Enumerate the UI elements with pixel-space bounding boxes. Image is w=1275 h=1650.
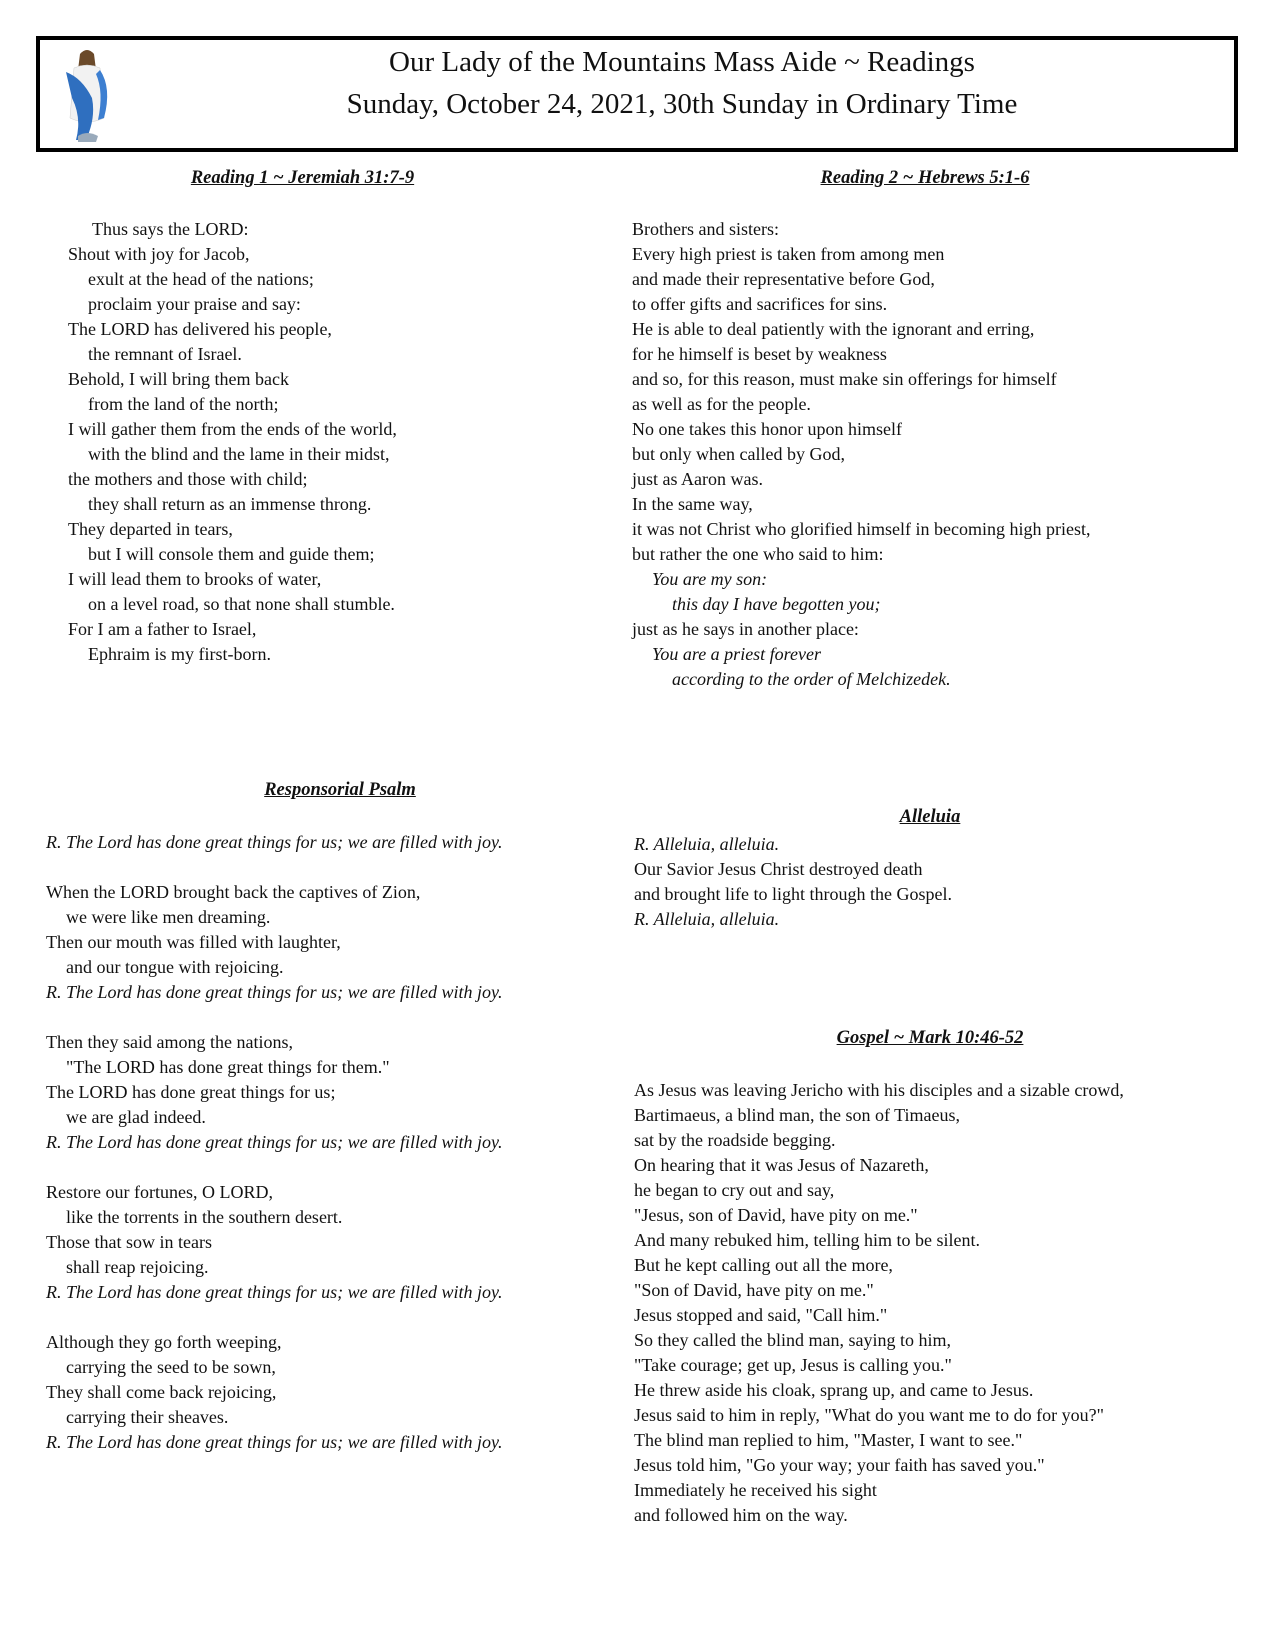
psalm-line: shall reap rejoicing. — [66, 1257, 209, 1277]
psalm-line: and our tongue with rejoicing. — [66, 957, 284, 977]
alleluia-title: Alleluia — [899, 807, 961, 827]
gospel-line: Jesus said to him in reply, "What do you want me to do for you?" — [634, 1405, 1104, 1425]
reading-line: just as Aaron was. — [632, 469, 763, 489]
reading-line: to offer gifts and sacrifices for sins. — [632, 294, 888, 314]
reading-line: No one takes this honor upon himself — [632, 419, 902, 439]
reading-line: it was not Christ who glorified himself in becoming high priest, — [632, 519, 1091, 539]
gospel-line: So they called the blind man, saying to him, — [634, 1330, 951, 1350]
reading-line: I will lead them to brooks of water, — [68, 569, 322, 589]
psalm-line: They shall come back rejoicing, — [46, 1382, 277, 1402]
reading-line: from the land of the north; — [88, 394, 279, 414]
psalm-response: R. The Lord has done great things for us; we are filled with joy. — [46, 1132, 503, 1152]
reading-line: He is able to deal patiently with the ignorant and erring, — [632, 319, 1035, 339]
alleluia-text — [634, 832, 952, 932]
reading-line: on a level road, so that none shall stumble. — [88, 594, 395, 614]
gospel-line: sat by the roadside begging. — [634, 1130, 836, 1150]
psalm-response: R. The Lord has done great things for us; we are filled with joy. — [46, 832, 503, 852]
psalm-line: "The LORD has done great things for them." — [66, 1057, 390, 1077]
psalm-response: R. The Lord has done great things for us; we are filled with joy. — [46, 1432, 503, 1452]
alleluia-response: R. Alleluia, alleluia. — [634, 909, 780, 929]
alleluia-response: R. Alleluia, alleluia. — [634, 834, 780, 854]
reading-line: They departed in tears, — [68, 519, 233, 539]
gospel-line: He threw aside his cloak, sprang up, and came to Jesus. — [634, 1380, 1034, 1400]
reading-line: they shall return as an immense throng. — [88, 494, 372, 514]
gospel-line: As Jesus was leaving Jericho with his disciples and a sizable crowd, — [634, 1080, 1124, 1100]
reading-line: proclaim your praise and say: — [88, 294, 301, 314]
date-line: Sunday, October 24, 2021, 30th Sunday in Ordinary Time — [346, 88, 1018, 120]
reading-line: the remnant of Israel. — [88, 344, 242, 364]
gospel-line: Immediately he received his sight — [634, 1480, 877, 1500]
reading-line: but rather the one who said to him: — [632, 544, 884, 564]
psalm-response: R. The Lord has done great things for us; we are filled with joy. — [46, 1282, 503, 1302]
reading2-text — [632, 217, 1090, 692]
gospel-line: And many rebuked him, telling him to be silent. — [634, 1230, 980, 1250]
reading-line: You are my son: — [652, 569, 768, 589]
page-title: Our Lady of the Mountains Mass Aide ~ Readings — [389, 46, 975, 78]
gospel-line: "Son of David, have pity on me." — [634, 1280, 874, 1300]
psalm-line: we are glad indeed. — [66, 1107, 206, 1127]
gospel-line: The blind man replied to him, "Master, I want to see." — [634, 1430, 1023, 1450]
reading2-title: Reading 2 ~ Hebrews 5:1-6 — [820, 168, 1030, 188]
reading-line: Every high priest is taken from among men — [632, 244, 945, 264]
psalm-title: Responsorial Psalm — [264, 780, 416, 800]
reading-line: You are a priest forever — [652, 644, 821, 664]
reading-line: just as he says in another place: — [632, 619, 859, 639]
psalm-line: Those that sow in tears — [46, 1232, 212, 1252]
psalm-line: carrying the seed to be sown, — [66, 1357, 276, 1377]
alleluia-line: Our Savior Jesus Christ destroyed death — [634, 859, 923, 879]
gospel-line: he began to cry out and say, — [634, 1180, 835, 1200]
gospel-line: Jesus stopped and said, "Call him." — [634, 1305, 888, 1325]
gospel-line: Bartimaeus, a blind man, the son of Timaeus, — [634, 1105, 960, 1125]
psalm-line: Although they go forth weeping, — [46, 1332, 282, 1352]
reading1-title: Reading 1 ~ Jeremiah 31:7-9 — [190, 168, 415, 188]
reading-line: as well as for the people. — [632, 394, 811, 414]
psalm-line: When the LORD brought back the captives of Zion, — [46, 882, 421, 902]
reading-line: the mothers and those with child; — [68, 469, 308, 489]
reading-line: Behold, I will bring them back — [68, 369, 289, 389]
reading-line: I will gather them from the ends of the world, — [68, 419, 397, 439]
blank-line — [46, 855, 503, 880]
blank-line — [46, 1005, 503, 1030]
reading-line: For I am a father to Israel, — [68, 619, 257, 639]
psalm-line: carrying their sheaves. — [66, 1407, 229, 1427]
reading-line: but only when called by God, — [632, 444, 845, 464]
gospel-line: On hearing that it was Jesus of Nazareth, — [634, 1155, 929, 1175]
reading-line: Brothers and sisters: — [632, 219, 779, 239]
page-header — [36, 36, 1238, 152]
reading-line: In the same way, — [632, 494, 753, 514]
reading-line: this day I have begotten you; — [672, 594, 881, 614]
alleluia-line: and brought life to light through the Gospel. — [634, 884, 952, 904]
reading-line: exult at the head of the nations; — [88, 269, 314, 289]
reading-line: for he himself is beset by weakness — [632, 344, 887, 364]
gospel-line: "Take courage; get up, Jesus is calling you." — [634, 1355, 952, 1375]
psalm-line: The LORD has done great things for us; — [46, 1082, 336, 1102]
blank-line — [46, 1155, 503, 1180]
madonna-image — [52, 48, 122, 144]
reading1-text — [68, 217, 397, 667]
reading-line: and made their representative before God, — [632, 269, 935, 289]
reading-line: according to the order of Melchizedek. — [672, 669, 951, 689]
reading-line: Shout with joy for Jacob, — [68, 244, 250, 264]
psalm-response: R. The Lord has done great things for us; we are filled with joy. — [46, 982, 503, 1002]
gospel-line: But he kept calling out all the more, — [634, 1255, 893, 1275]
psalm-line: Then our mouth was filled with laughter, — [46, 932, 341, 952]
gospel-line: "Jesus, son of David, have pity on me." — [634, 1205, 918, 1225]
reading-line: but I will console them and guide them; — [88, 544, 375, 564]
psalm-line: Then they said among the nations, — [46, 1032, 293, 1052]
reading-line: The LORD has delivered his people, — [68, 319, 332, 339]
psalm-line: we were like men dreaming. — [66, 907, 271, 927]
blank-line — [46, 1305, 503, 1330]
psalm-text — [46, 830, 503, 1455]
reading-line: with the blind and the lame in their midst, — [88, 444, 390, 464]
gospel-title: Gospel ~ Mark 10:46-52 — [836, 1028, 1024, 1048]
psalm-line: like the torrents in the southern desert. — [66, 1207, 343, 1227]
reading-line: Ephraim is my first-born. — [88, 644, 271, 664]
gospel-text — [634, 1078, 1124, 1528]
psalm-line: Restore our fortunes, O LORD, — [46, 1182, 273, 1202]
gospel-line: and followed him on the way. — [634, 1505, 848, 1525]
reading-line: Thus says the LORD: — [92, 219, 249, 239]
gospel-line: Jesus told him, "Go your way; your faith has saved you." — [634, 1455, 1045, 1475]
reading-line: and so, for this reason, must make sin offerings for himself — [632, 369, 1057, 389]
